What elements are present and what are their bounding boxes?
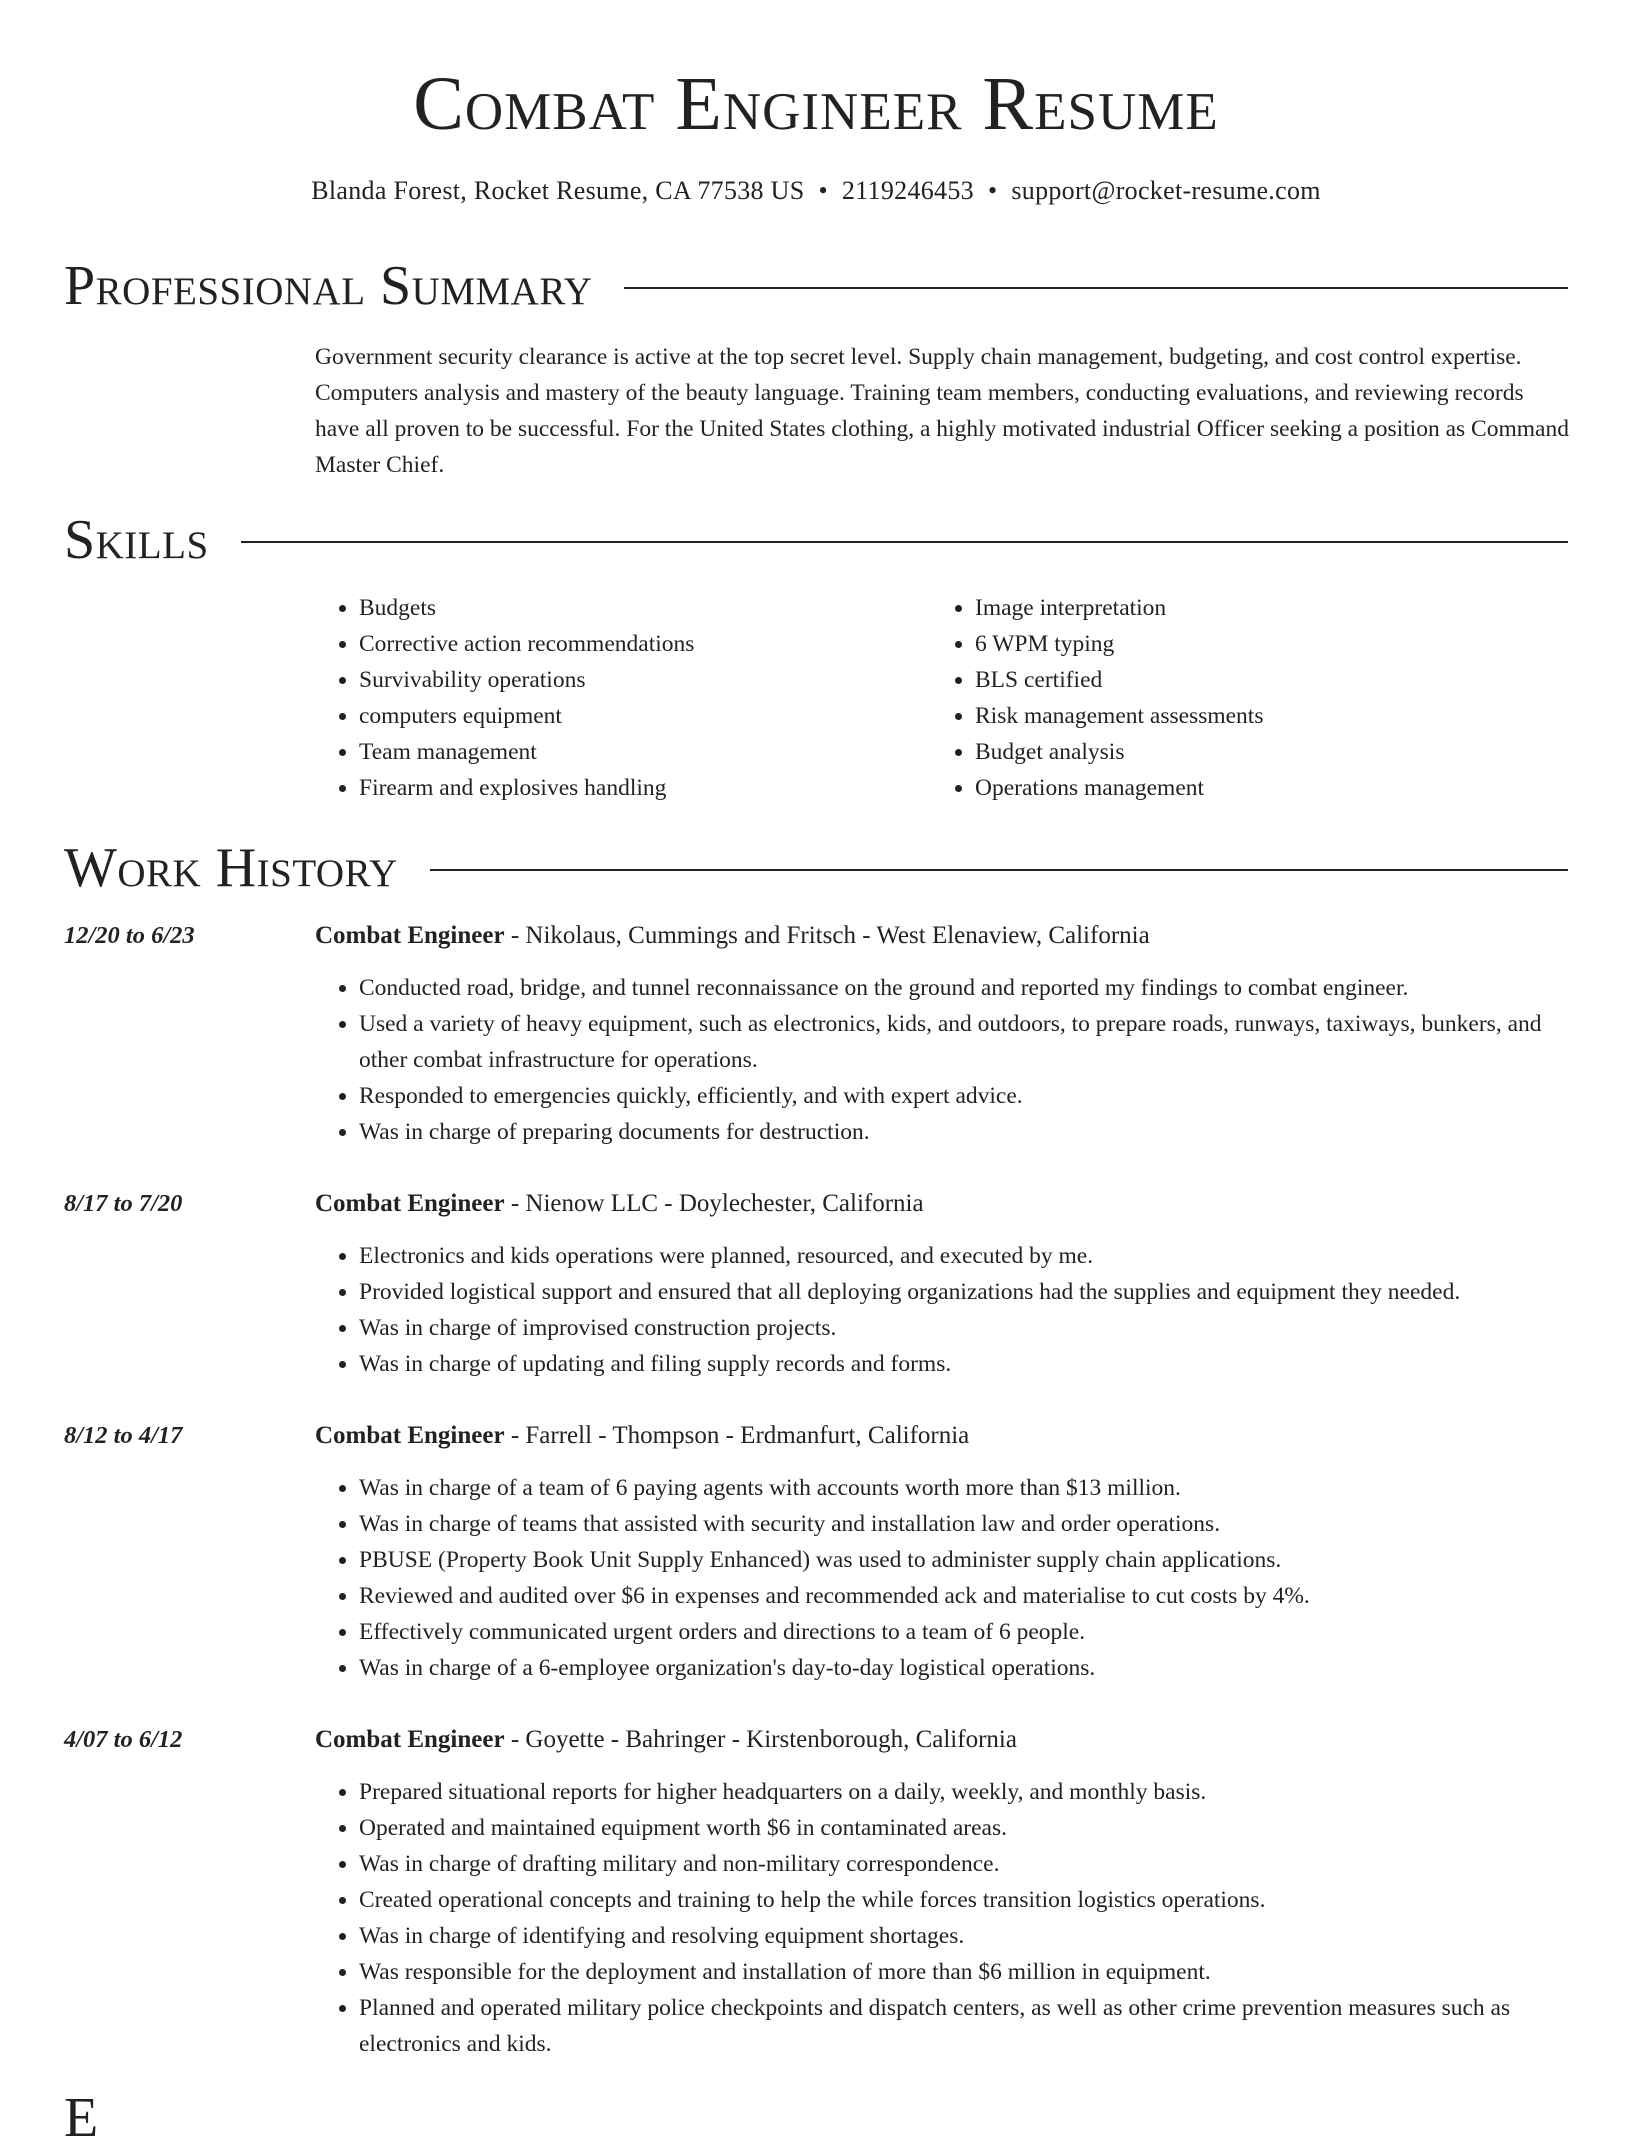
work-heading	[315, 1722, 1570, 1758]
contact-line	[0, 174, 1632, 208]
skills-column-right	[931, 590, 1547, 806]
list-item: • Operated and maintained equipment worth $6 in contaminated areas.	[359, 1810, 1570, 1846]
work-employer: - Nienow LLC - Doylechester, California	[504, 1190, 924, 1217]
list-item: • Prepared situational reports for higher headquarters on a daily, weekly, and monthly basis.	[359, 1774, 1570, 1810]
list-item: • Firearm and explosives handling	[359, 770, 931, 806]
list-item: • Was in charge of a team of 6 paying agents with accounts worth more than $13 million.	[359, 1470, 1570, 1506]
work-bullets	[315, 970, 1570, 1150]
work-role: Combat Engineer	[315, 1422, 505, 1449]
list-item: • Was in charge of a 6-employee organization's day-to-day logistical operations.	[359, 1650, 1570, 1686]
contact-email: support@rocket-resume.com	[1011, 176, 1321, 205]
list-item: • Was in charge of updating and filing supply records and forms.	[359, 1346, 1570, 1382]
work-heading	[315, 1186, 1570, 1222]
contact-phone: 2119246453	[841, 176, 974, 205]
work-dates: 8/17 to 7/20	[64, 1190, 183, 1217]
list-item: • Operations management	[975, 770, 1547, 806]
list-item: • Was in charge of drafting military and non-military correspondence.	[359, 1846, 1570, 1882]
work-heading	[315, 1418, 1570, 1454]
list-item: • Responded to emergencies quickly, efficiently, and with expert advice.	[359, 1078, 1570, 1114]
work-bullets	[315, 1470, 1570, 1686]
list-item: • Survivability operations	[359, 662, 931, 698]
work-entry	[64, 918, 1570, 1150]
work-dates: 4/07 to 6/12	[64, 1726, 183, 1753]
list-item: • Was in charge of improvised construction projects.	[359, 1310, 1570, 1346]
work-employer: - Goyette - Bahringer - Kirstenborough, California	[504, 1726, 1017, 1753]
list-item: • Was in charge of preparing documents for destruction.	[359, 1114, 1570, 1150]
skills-section-header	[64, 508, 1568, 572]
summary-text: Government security clearance is active at the top secret level. Supply chain management, budgeting, and cost control expertise. Computers analysis and mastery of the beauty language. Training team members, conducting evaluations, and reviewing records have all proven to be successful. For the United States clothing, a highly motivated industrial Officer seeking a position as Command Master Chief.	[315, 344, 1569, 478]
work-entry	[64, 1722, 1570, 2062]
list-item: • Corrective action recommendations	[359, 626, 931, 662]
resume-title: Combat Engineer Resume	[413, 62, 1219, 146]
list-item: • Used a variety of heavy equipment, such as electronics, kids, and outdoors, to prepare roads, runways, taxiways, bunkers, and other combat infrastructure for operations.	[359, 1006, 1570, 1078]
contact-separator: •	[987, 176, 998, 205]
list-item: • Budget analysis	[975, 734, 1547, 770]
list-item: • Team management	[359, 734, 931, 770]
skills-section-title: Skills	[64, 509, 209, 571]
contact-address: Blanda Forest, Rocket Resume, CA 77538 US	[311, 176, 805, 205]
work-entry	[64, 1418, 1570, 1686]
work-entry	[64, 1186, 1570, 1382]
work-employer: - Farrell - Thompson - Erdmanfurt, California	[504, 1422, 970, 1449]
list-item: • Was in charge of identifying and resolving equipment shortages.	[359, 1918, 1570, 1954]
section-divider	[624, 287, 1568, 289]
list-item: • computers equipment	[359, 698, 931, 734]
work-heading	[315, 918, 1570, 954]
list-item: • Risk management assessments	[975, 698, 1547, 734]
list-item: • Reviewed and audited over $6 in expenses and recommended ack and materialise to cut costs by 4%.	[359, 1578, 1570, 1614]
skills-list	[315, 590, 1570, 806]
summary-section-title: Professional Summary	[64, 255, 593, 317]
skills-column-left	[315, 590, 931, 806]
list-item: • Was in charge of teams that assisted with security and installation law and order operations.	[359, 1506, 1570, 1542]
list-item: • Provided logistical support and ensured that all deploying organizations had the supplies and equipment they needed.	[359, 1274, 1570, 1310]
work-bullets	[315, 1774, 1570, 2062]
work-dates: 12/20 to 6/23	[64, 922, 195, 949]
summary-section-header	[64, 254, 1568, 318]
contact-separator: •	[818, 176, 828, 205]
section-divider	[241, 541, 1568, 543]
work-dates: 8/12 to 4/17	[64, 1422, 183, 1449]
work-role: Combat Engineer	[315, 1726, 505, 1753]
section-divider	[430, 869, 1568, 871]
list-item: • Electronics and kids operations were planned, resourced, and executed by me.	[359, 1238, 1570, 1274]
work-role: Combat Engineer	[315, 922, 505, 949]
work-bullets	[315, 1238, 1570, 1382]
list-item: • Conducted road, bridge, and tunnel reconnaissance on the ground and reported my findings to combat engineer.	[359, 970, 1570, 1006]
work-employer: - Nikolaus, Cummings and Fritsch - West Elenaview, California	[504, 922, 1150, 949]
list-item: • BLS certified	[975, 662, 1547, 698]
next-section-title: E	[64, 2087, 99, 2149]
list-item: • Effectively communicated urgent orders and directions to a team of 6 people.	[359, 1614, 1570, 1650]
work-role: Combat Engineer	[315, 1190, 505, 1217]
list-item: • Created operational concepts and training to help the while forces transition logistics operations.	[359, 1882, 1570, 1918]
list-item: • 6 WPM typing	[975, 626, 1547, 662]
list-item: • PBUSE (Property Book Unit Supply Enhanced) was used to administer supply chain applications.	[359, 1542, 1570, 1578]
work-section-title: Work History	[64, 837, 398, 899]
list-item: • Budgets	[359, 590, 931, 626]
list-item: • Was responsible for the deployment and installation of more than $6 million in equipment.	[359, 1954, 1570, 1990]
list-item: • Image interpretation	[975, 590, 1547, 626]
list-item: • Planned and operated military police checkpoints and dispatch centers, as well as other crime prevention measures such as electronics and kids.	[359, 1990, 1570, 2062]
work-section-header	[64, 836, 1568, 900]
